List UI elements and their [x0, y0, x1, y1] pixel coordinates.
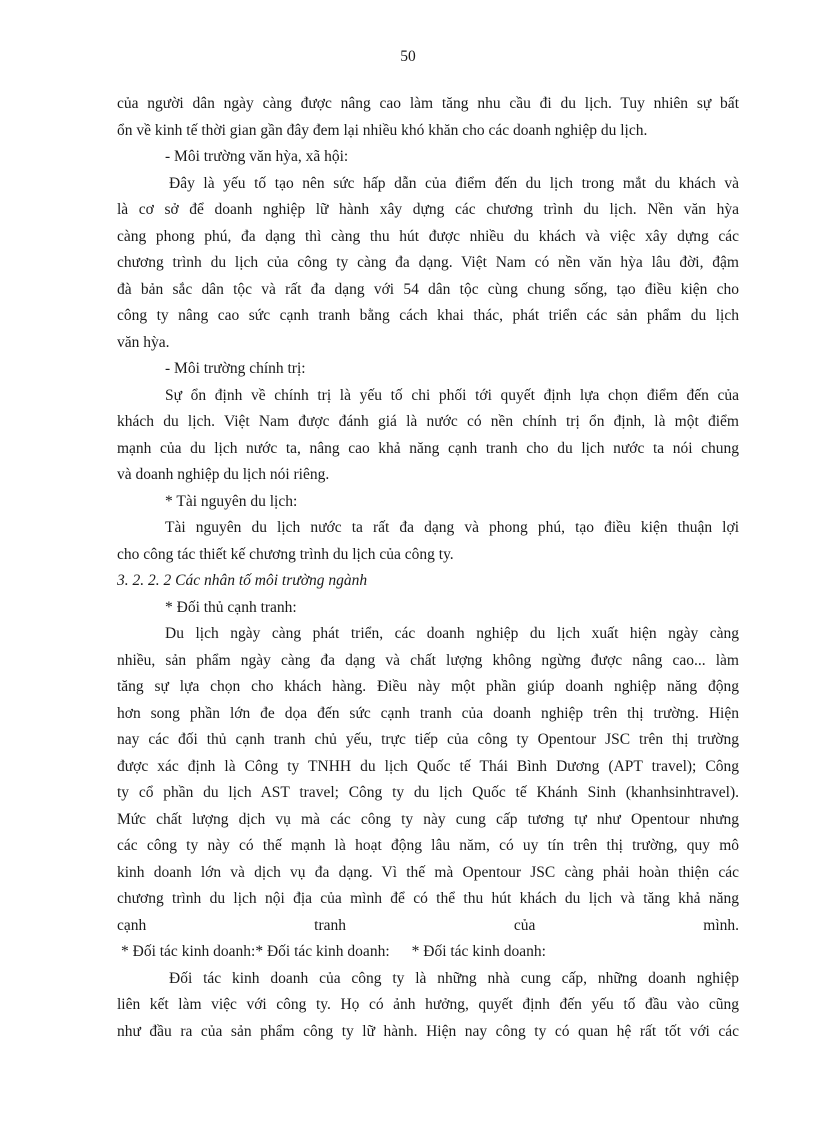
subheading-line: * Đối thủ cạnh tranh: [165, 598, 297, 616]
text-line: đà bản sắc dân tộc và rất đa dạng với 54 dân tộc cùng chung sống, tạo điều kiện cho [117, 280, 739, 298]
subheading-line: * Đối tác kinh doanh: [411, 943, 546, 960]
text-line: Tài nguyên du lịch nước ta rất đa dạng và phong phú, tạo điều kiện thuận lợi [165, 519, 739, 536]
text-line: hơn song phần lớn đe dọa đến sức cạnh tranh của doanh nghiệp trên thị trường. Hiện [117, 704, 739, 722]
text-line: cho công tác thiết kế chương trình du lịch của công ty. [117, 545, 454, 563]
text-line: nay các đối thủ cạnh tranh chủ yếu, trực tiếp của công ty Opentour JSC trên thị trường [117, 731, 739, 748]
text-line: văn hỳa. [117, 333, 170, 351]
text-line: ty cổ phần du lịch AST travel; Công ty du lịch Quốc tế Khánh Sinh (khanhsinhtravel). [117, 784, 739, 801]
text-line: là cơ sở để doanh nghiệp lữ hành xây dựng các chương trình du lịch. Nền văn hỳa [117, 201, 739, 218]
text-line: Sự ổn định về chính trị là yếu tố chi phối tới quyết định lựa chọn điểm đến của [165, 386, 739, 404]
subheading-line-group [117, 939, 739, 966]
text-line: tăng sự lựa chọn cho khách hàng. Điều này một phần giúp doanh nghiệp năng động [117, 678, 739, 695]
document-body [117, 91, 739, 1045]
section-heading: 3. 2. 2. 2 Các nhân tố môi trường ngành [117, 572, 368, 589]
text-line: chương trình du lịch nội địa của mình để có thể thu hút khách du lịch và tăng khả năng [117, 890, 739, 907]
text-line: các công ty này có thế mạnh là hoạt động lâu năm, có uy tín trên thị trường, quy mô [117, 837, 739, 854]
text-line: nhiều, sản phẩm ngày càng đa dạng và chất lượng không ngừng được nâng cao... làm [117, 651, 739, 669]
page-number: 50 [400, 48, 416, 65]
text-line: như đầu ra của sản phẩm công ty lữ hành. Hiện nay công ty có quan hệ rất tốt với các [117, 1022, 739, 1040]
text-line: Đối tác kinh doanh của công ty là những nhà cung cấp, những doanh nghiệp [169, 969, 739, 987]
text-line: mạnh của du lịch nước ta, nâng cao khả năng cạnh tranh cho du lịch nước ta nói chung [117, 439, 739, 457]
subheading-line: * Tài nguyên du lịch: [165, 492, 298, 510]
text-line: kinh doanh lớn và dịch vụ đa dạng. Vì thế mà Opentour JSC càng phải hoàn thiện các [117, 863, 739, 881]
text-line: chương trình du lịch của công ty càng đa dạng. Việt Nam có nền văn hỳa lâu đời, đậm [117, 254, 739, 271]
text-line: khách du lịch. Việt Nam được đánh giá là nước có nền chính trị ổn định, là một điểm [117, 413, 739, 430]
subheading-line: - Môi trường chính trị: [165, 360, 306, 377]
subheading-line: - Môi trường văn hỳa, xã hội: [165, 148, 349, 165]
subheading-line: * Đối tác kinh doanh: [255, 943, 390, 960]
text-line: cạnh tranh của mình. [117, 916, 739, 934]
text-line: ổn về kinh tế thời gian gần đây đem lại nhiều khó khăn cho các doanh nghiệp du lịch. [117, 121, 648, 139]
text-line: Du lịch ngày càng phát triển, các doanh nghiệp du lịch xuất hiện ngày càng [165, 625, 739, 642]
text-line: Mức chất lượng dịch vụ mà các công ty này cung cấp tương tự như Opentour nhưng [117, 810, 739, 828]
text-line: công ty nâng cao sức cạnh tranh bằng cách khai thác, phát triển các sản phẩm du lịch [117, 307, 739, 324]
text-line: Đây là yếu tố tạo nên sức hấp dẫn của điểm đến du lịch trong mắt du khách và [169, 174, 739, 192]
text-line: càng phong phú, đa dạng thì càng thu hút được nhiều du khách và việc xây dựng các [117, 227, 739, 245]
text-line: liên kết làm việc với công ty. Họ có ảnh hưởng, quyết định đến yếu tố đầu vào cũng [117, 996, 739, 1013]
text-line: và doanh nghiệp du lịch nói riêng. [117, 466, 330, 483]
subheading-line: * Đối tác kinh doanh: [121, 943, 256, 960]
text-line: được xác định là Công ty TNHH du lịch Quốc tế Thái Bình Dương (APT travel); Công [117, 757, 739, 775]
text-line: của người dân ngày càng được nâng cao làm tăng nhu cầu đi du lịch. Tuy nhiên sự bất [117, 95, 739, 112]
